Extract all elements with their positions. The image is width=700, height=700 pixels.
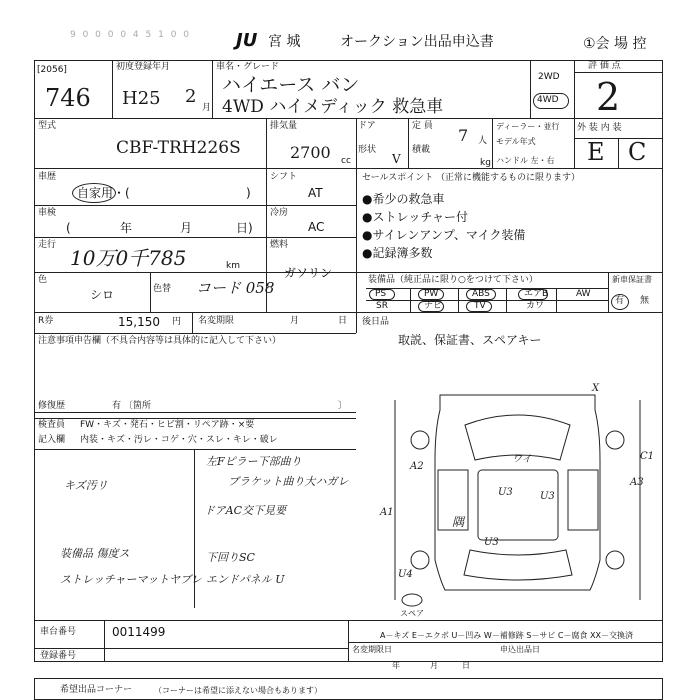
recycle-label: R券 bbox=[38, 316, 54, 326]
interior-grade: C bbox=[628, 138, 647, 166]
inspection-label: 車検 bbox=[38, 208, 57, 218]
equip-leather: カワ bbox=[526, 301, 545, 311]
sales-point-1: ●希少の救急車 bbox=[362, 192, 445, 206]
ac-label: 冷房 bbox=[270, 208, 289, 218]
mark-u3-a: U3 bbox=[498, 487, 513, 498]
footer-month-1: 月 bbox=[430, 661, 438, 670]
recycle-value: 15,150 bbox=[118, 315, 160, 329]
mark-u3-b: U3 bbox=[540, 491, 555, 502]
exterior-grade: E bbox=[587, 138, 605, 166]
model-year-label: モデル年式 bbox=[496, 137, 536, 146]
first-reg-month: 2 bbox=[185, 86, 197, 107]
inspector-label: 検査員 bbox=[38, 420, 66, 430]
footer-day-1: 日 bbox=[462, 661, 470, 670]
color-value: シロ bbox=[90, 288, 115, 302]
inspection-day: 日) bbox=[236, 221, 253, 235]
mark-a2: A2 bbox=[410, 461, 424, 472]
drive-4wd: 4WD bbox=[537, 95, 559, 105]
color-code-label: 色替 bbox=[153, 284, 172, 294]
person-unit: 人 bbox=[478, 136, 488, 146]
name-change-label: 名変期限 bbox=[198, 316, 235, 326]
shape-value: V bbox=[392, 152, 401, 166]
kg-unit: kg bbox=[480, 158, 491, 168]
mileage-value: 10万0千785 bbox=[70, 246, 187, 270]
form-title: オークション出品申込書 bbox=[340, 34, 494, 50]
equip-sr: SR bbox=[376, 301, 388, 311]
mark-wiper: ワイ bbox=[512, 454, 532, 465]
entry-label: 記入欄 bbox=[38, 435, 66, 445]
car-grade: 4WD ハイメディック 救急車 bbox=[222, 97, 444, 117]
first-reg-label: 初度登録年月 bbox=[116, 62, 171, 72]
shift-value: AT bbox=[308, 186, 323, 200]
attachments-value: 取説、保証書、スペアキー bbox=[398, 333, 542, 347]
footer-name-change-label: 名変期限日 bbox=[352, 645, 392, 654]
name-change-month: 月 bbox=[290, 316, 300, 326]
note-bracket: ブラケット曲り大ハガレ bbox=[228, 475, 349, 488]
venue-copy-label: ①会 場 控 bbox=[583, 36, 647, 52]
equip-tv: TV bbox=[474, 301, 486, 311]
lot-number: 746 bbox=[45, 84, 91, 112]
history-value: 自家用・( bbox=[77, 186, 130, 200]
notes-label: 注意事項申告欄（不具合内容等は具体的に記入して下さい） bbox=[38, 336, 282, 346]
repair-history-close: 〕 bbox=[338, 401, 348, 411]
mileage-unit: km bbox=[226, 261, 240, 271]
chassis-number: 0011499 bbox=[112, 625, 166, 639]
evaluation-score: 2 bbox=[596, 75, 621, 119]
mark-a1: A1 bbox=[380, 507, 394, 518]
equip-navi: ナビ bbox=[424, 301, 443, 311]
footer-year-1: 年 bbox=[392, 661, 400, 670]
repair-history-value: 有 〔箇所 bbox=[112, 401, 151, 411]
inspector-items: FW・キズ・発石・ヒビ割・リペア跡・×要 bbox=[80, 420, 255, 430]
load-label: 積載 bbox=[412, 145, 431, 155]
attachments-label: 後日品 bbox=[362, 317, 390, 327]
ju-logo: JU bbox=[236, 30, 258, 51]
name-change-day: 日 bbox=[338, 316, 348, 326]
inspection-month: 月 bbox=[180, 221, 193, 235]
note-left-pillar: 左Fピラー下部曲り bbox=[206, 455, 302, 468]
mark-a3: A3 bbox=[630, 477, 644, 488]
note-stretcher: ストレッチャーマットヤブレ bbox=[60, 573, 202, 586]
chassis-label: 車台番号 bbox=[40, 627, 77, 637]
entry-items: 内装・キズ・汚レ・コゲ・穴・スレ・キレ・破レ bbox=[80, 435, 278, 445]
mark-u4: U4 bbox=[398, 569, 413, 580]
desired-corner-label: 希望出品コーナー bbox=[60, 685, 133, 695]
sales-point-2: ●ストレッチャー付 bbox=[362, 210, 468, 224]
dealer-label: ディーラー・並行 bbox=[496, 122, 560, 131]
sales-point-4: ●記録簿多数 bbox=[362, 246, 433, 260]
history-close: ) bbox=[246, 186, 251, 200]
header-faint-number: 9 0 0 0 0 4 5 1 0 0 bbox=[70, 30, 192, 40]
spare-label: スペア bbox=[400, 609, 424, 618]
note-door: ドアAC交下見要 bbox=[204, 504, 287, 517]
lot-small-number: [2056] bbox=[37, 65, 67, 75]
inspection-open: ( bbox=[66, 221, 71, 235]
fuel-value: ガソリン bbox=[284, 266, 333, 280]
evaluation-label: 評 価 点 bbox=[588, 61, 621, 71]
registration-label: 登録番号 bbox=[40, 651, 77, 661]
shift-label: シフト bbox=[270, 172, 298, 182]
note-underbody: 下回りSC bbox=[206, 551, 255, 564]
mark-x: X bbox=[592, 383, 600, 394]
fuel-label: 燃料 bbox=[270, 240, 289, 250]
footer-date-label: 申込出品日 bbox=[500, 645, 540, 654]
header-org: 宮 城 bbox=[268, 34, 301, 50]
note-scratch: キズ汚リ bbox=[64, 479, 108, 492]
warranty-no: 無 bbox=[640, 296, 650, 306]
model-code: CBF-TRH226S bbox=[116, 138, 241, 158]
warranty-yes: 有 bbox=[615, 296, 625, 306]
equip-pw: PW bbox=[424, 289, 439, 299]
sales-points-label: セールスポイント （正常に機能するものに限ります） bbox=[362, 173, 581, 183]
capacity-label: 定 員 bbox=[412, 121, 433, 131]
ext-int-label: 外 装 内 装 bbox=[577, 123, 622, 133]
handle-label: ハンドル 左・右 bbox=[496, 156, 555, 165]
shape-label: 形状 bbox=[358, 145, 377, 155]
repair-history-label: 修復歴 bbox=[38, 401, 66, 411]
equipment-label: 装備品（純正品に限り○をつけて下さい） bbox=[368, 275, 538, 285]
mark-u3-c: U3 bbox=[484, 537, 499, 548]
displacement-value: 2700 bbox=[290, 143, 331, 162]
model-label: 型式 bbox=[38, 121, 57, 131]
drive-2wd: 2WD bbox=[538, 72, 560, 82]
ac-value: AC bbox=[308, 220, 325, 234]
new-car-warranty-label: 新車保証書 bbox=[612, 275, 652, 284]
cc-unit: cc bbox=[341, 156, 351, 166]
color-code: コード 058 bbox=[196, 279, 275, 297]
color-label: 色 bbox=[38, 275, 48, 285]
mark-corner: 隅 bbox=[452, 515, 465, 529]
equip-aw: AW bbox=[576, 289, 591, 299]
equip-ps: PS bbox=[375, 289, 387, 299]
equip-airbag: エアB bbox=[524, 289, 549, 299]
mark-c1: C1 bbox=[640, 451, 655, 462]
sales-point-3: ●サイレンアンプ、マイク装備 bbox=[362, 228, 526, 242]
desired-corner-note: （コーナーは希望に添えない場合もあります） bbox=[154, 686, 322, 695]
door-label: ドア bbox=[358, 121, 376, 131]
damage-legend: A－キズ E－エクボ U－凹み W－補修跡 S－サビ C－腐食 XX－交換済 bbox=[380, 631, 634, 640]
month-suffix: 月 bbox=[202, 103, 212, 113]
inspection-year: 年 bbox=[120, 221, 133, 235]
history-label: 車歴 bbox=[38, 172, 57, 182]
first-reg-year: H25 bbox=[122, 88, 161, 109]
displacement-label: 排気量 bbox=[270, 121, 298, 131]
recycle-unit: 円 bbox=[172, 317, 182, 327]
car-name: ハイエース バン bbox=[222, 74, 360, 96]
capacity-value: 7 bbox=[458, 126, 469, 145]
mileage-label: 走行 bbox=[38, 240, 57, 250]
name-grade-label: 車名・グレード bbox=[216, 62, 280, 72]
equip-abs: ABS bbox=[472, 289, 490, 299]
note-end-panel: エンドパネル U bbox=[206, 573, 285, 586]
note-equipment: 装備品 傷度ス bbox=[60, 547, 130, 560]
